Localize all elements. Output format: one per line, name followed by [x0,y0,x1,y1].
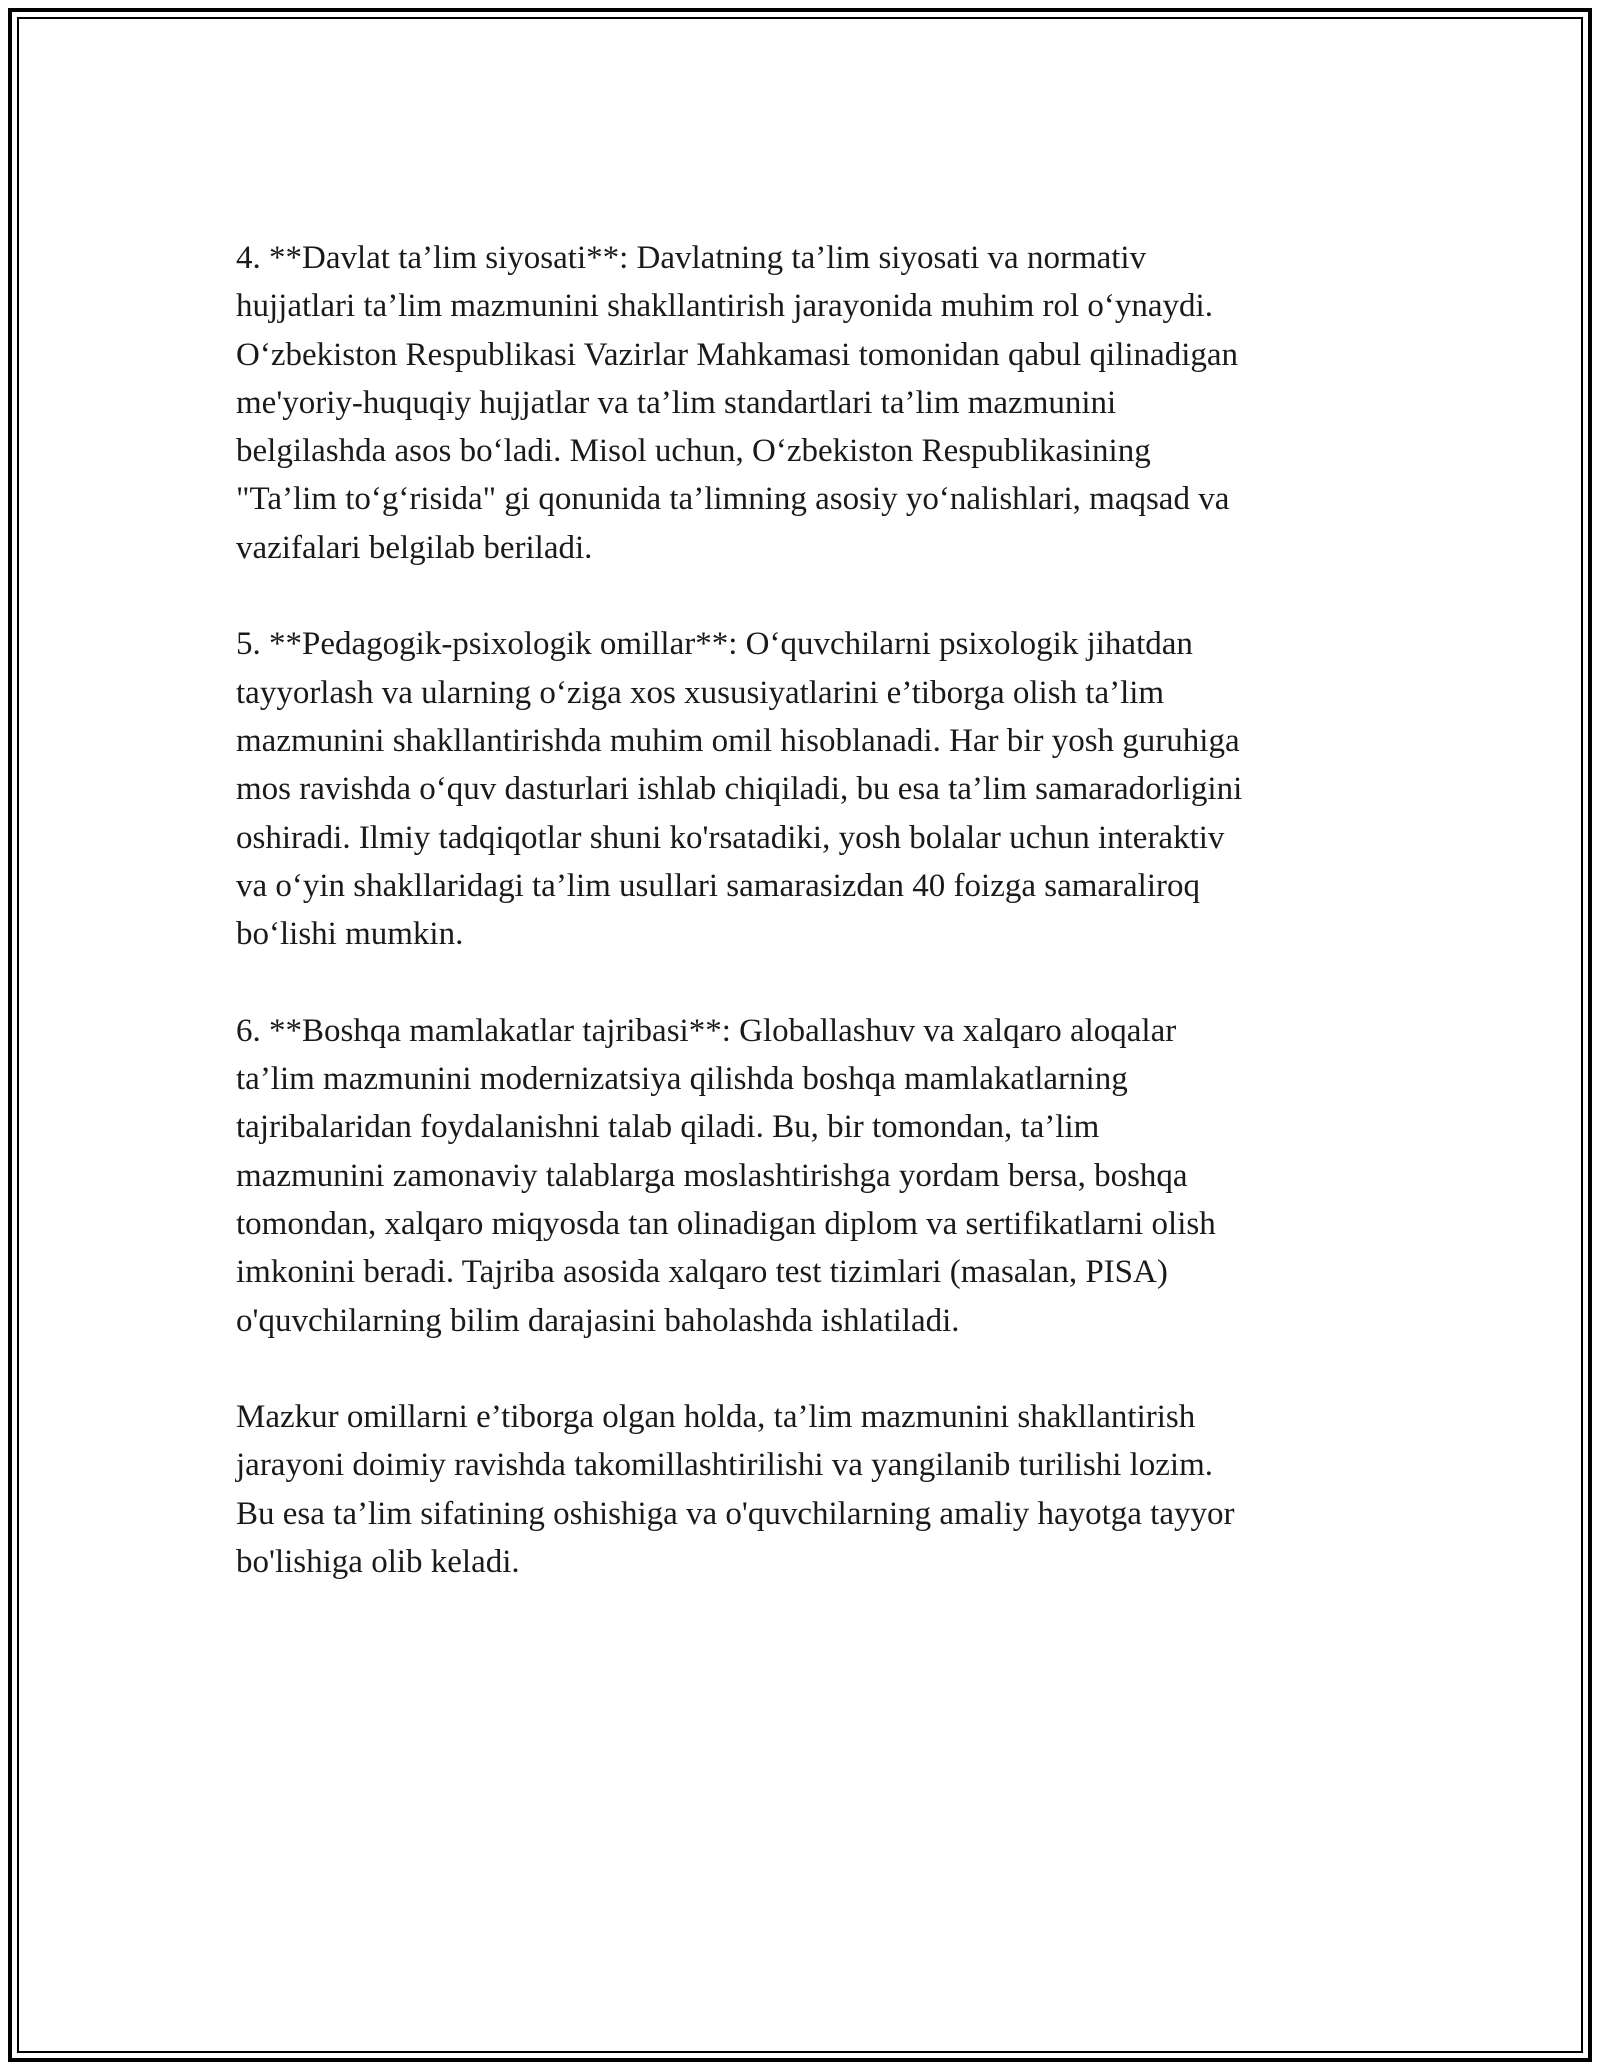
text-line: tayyorlash va ularning o‘ziga xos xususiyatlarini e’tiborga olish ta’lim [236,674,1165,711]
document-body [236,234,1376,1635]
text-line: hujjatlari ta’lim mazmunini shakllantirish jarayonida muhim rol o‘ynaydi. [236,288,1213,325]
text-line: tomondan, xalqaro miqyosda tan olinadigan diplom va sertifikatlarni olish [236,1205,1216,1242]
text-line: 4. **Davlat ta’lim siyosati**: Davlatning ta’lim siyosati va normativ [236,240,1147,276]
text-line: bo‘lishi mumkin. [236,916,464,953]
paragraph-conclusion [236,1393,1376,1586]
text-line: mos ravishda o‘quv dasturlari ishlab chiqiladi, bu esa ta’lim samaradorligini [236,771,1243,808]
text-line: va o‘yin shakllaridagi ta’lim usullari samarasizdan 40 foizga samaraliroq [236,867,1201,904]
text-line: Bu esa ta’lim sifatining oshishiga va o'quvchilarning amaliy hayotga tayyor [236,1495,1235,1532]
text-line: mazmunini shakllantirishda muhim omil hisoblanadi. Har bir yosh guruhiga [236,722,1240,759]
text-line: jarayoni doimiy ravishda takomillashtirilishi va yangilanib turilishi lozim. [236,1447,1214,1484]
text-line: mazmunini zamonaviy talablarga moslashtirishga yordam bersa, boshqa [236,1157,1188,1194]
text-line: o'quvchilarning bilim darajasini baholashda ishlatiladi. [236,1302,960,1339]
text-line: ta’lim mazmunini modernizatsiya qilishda boshqa mamlakatlarning [236,1061,1128,1098]
paragraph-davlat-talim-siyosati [236,234,1376,572]
text-line: O‘zbekiston Respublikasi Vazirlar Mahkamasi tomonidan qabul qilinadigan [236,336,1239,373]
text-line: imkonini beradi. Tajriba asosida xalqaro test tizimlari (masalan, PISA) [236,1254,1168,1291]
text-line: Mazkur omillarni e’tiborga olgan holda, ta’lim mazmunini shakllantirish [236,1399,1196,1436]
text-line: 5. **Pedagogik-psixologik omillar**: O‘quvchilarni psixologik jihatdan [236,626,1193,663]
paragraph-boshqa-mamlakatlar-tajribasi [236,1007,1376,1345]
text-line: tajribalaridan foydalanishni talab qiladi. Bu, bir tomondan, ta’lim [236,1109,1100,1146]
paragraph-pedagogik-psixologik-omillar [236,620,1376,958]
text-line: 6. **Boshqa mamlakatlar tajribasi**: Globallashuv va xalqaro aloqalar [236,1012,1177,1049]
text-line: belgilashda asos bo‘ladi. Misol uchun, O‘zbekiston Respublikasining [236,433,1151,470]
text-line: bo'lishiga olib keladi. [236,1544,520,1581]
text-line: vazifalari belgilab beriladi. [236,529,593,566]
text-line: me'yoriy-huquqiy hujjatlar va ta’lim standartlari ta’lim mazmunini [236,384,1117,421]
text-line: oshiradi. Ilmiy tadqiqotlar shuni ko'rsatadiki, yosh bolalar uchun interaktiv [236,819,1225,856]
text-line: "Ta’lim to‘g‘risida" gi qonunida ta’limning asosiy yo‘nalishlari, maqsad va [236,481,1230,518]
